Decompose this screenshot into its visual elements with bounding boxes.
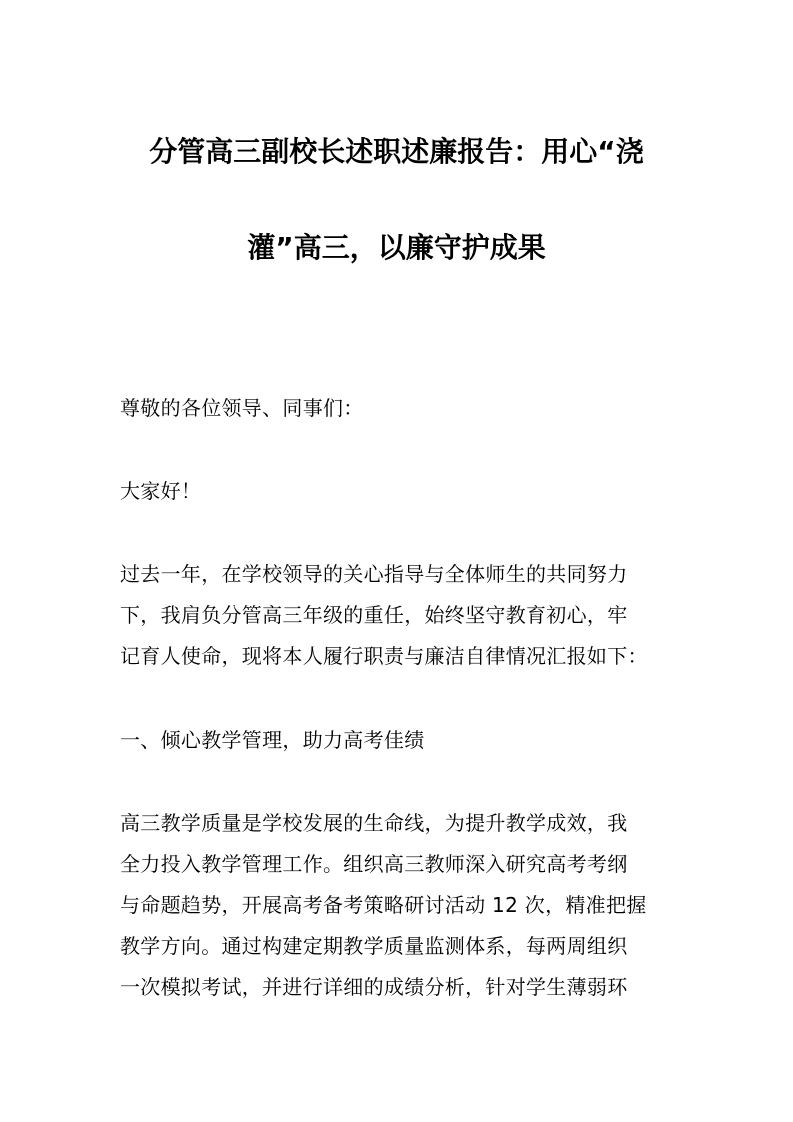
intro-paragraph bbox=[120, 554, 680, 677]
hello-text: 大家好！ bbox=[120, 479, 202, 503]
body-line: 高三教学质量是学校发展的生命线，为提升教学成效，我 bbox=[120, 811, 628, 835]
body-line: 教学方向。通过构建定期教学质量监测体系，每两周组织 bbox=[120, 934, 628, 958]
section-1-heading bbox=[120, 720, 680, 761]
intro-line: 记育人使命，现将本人履行职责与廉洁自律情况汇报如下： bbox=[120, 644, 648, 668]
intro-line: 下，我肩负分管高三年级的重任，始终坚守教育初心，牢 bbox=[120, 603, 628, 627]
body-line: 与命题趋势，开展高考备考策略研讨活动 12 次，精准把握 bbox=[120, 893, 647, 917]
greeting-text: 尊敬的各位领导、同事们： bbox=[120, 396, 364, 420]
intro-line: 过去一年，在学校领导的关心指导与全体师生的共同努力 bbox=[120, 562, 628, 586]
section-1-body bbox=[120, 803, 680, 1008]
section-1-heading-text: 一、倾心教学管理，助力高考佳绩 bbox=[120, 728, 425, 752]
hello-paragraph bbox=[120, 471, 680, 512]
greeting-paragraph bbox=[120, 388, 680, 429]
body-line: 全力投入教学管理工作。组织高三教师深入研究高考考纲 bbox=[120, 852, 628, 876]
body-line: 一次模拟考试，并进行详细的成绩分析，针对学生薄弱环 bbox=[120, 975, 628, 999]
document-title-line-2: 灌”高三，以廉守护成果 bbox=[247, 231, 546, 264]
document-title-line-1: 分管高三副校长述职述廉报告：用心“浇 bbox=[149, 135, 644, 168]
